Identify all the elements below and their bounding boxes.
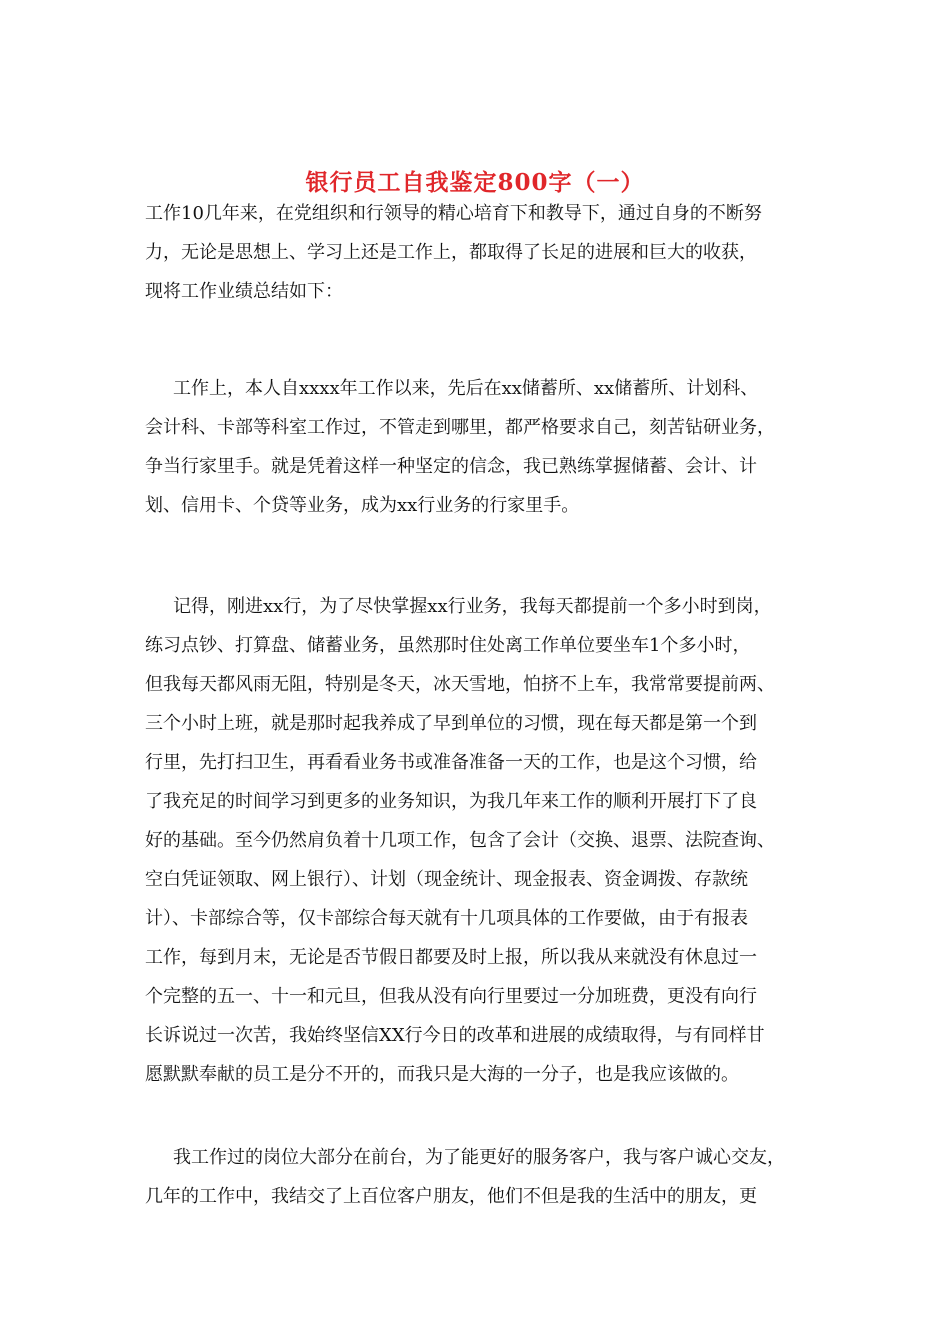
paragraph-line: 但我每天都风雨无阻，特别是冬天，冰天雪地，怕挤不上车，我常常要提前两、	[145, 674, 775, 695]
paragraph-line: 工作10几年来，在党组织和行领导的精心培育下和教导下，通过自身的不断努	[145, 203, 762, 224]
paragraph-line: 三个小时上班，就是那时起我养成了早到单位的习惯，现在每天都是第一个到	[145, 713, 757, 734]
paragraph-line: 争当行家里手。就是凭着这样一种坚定的信念，我已熟练掌握储蓄、会计、计	[145, 456, 757, 477]
paragraph-line: 力，无论是思想上、学习上还是工作上，都取得了长足的进展和巨大的收获，	[145, 242, 757, 263]
paragraph-line: 工作上，本人自xxxx年工作以来，先后在xx储蓄所、xx储蓄所、计划科、	[173, 378, 759, 399]
paragraph-line: 好的基础。至今仍然肩负着十几项工作，包含了会计（交换、退票、法院查询、	[145, 830, 775, 851]
document-title: 银行员工自我鉴定800字（一）	[305, 169, 645, 197]
paragraph-line: 行里，先打扫卫生，再看看业务书或准备准备一天的工作，也是这个习惯，给	[145, 752, 757, 773]
paragraph-intro	[145, 194, 815, 311]
paragraph-line: 记得，刚进xx行，为了尽快掌握xx行业务，我每天都提前一个多小时到岗，	[173, 596, 772, 617]
paragraph-line: 现将工作业绩总结如下：	[145, 281, 343, 302]
paragraph-line: 练习点钞、打算盘、储蓄业务，虽然那时住处离工作单位要坐车1个多小时，	[145, 635, 751, 656]
paragraph-line: 几年的工作中，我结交了上百位客户朋友，他们不但是我的生活中的朋友，更	[145, 1186, 757, 1207]
paragraph-line: 长诉说过一次苦，我始终坚信XX行今日的改革和进展的成绩取得，与有同样甘	[145, 1025, 765, 1046]
paragraph-line: 工作，每到月末，无论是否节假日都要及时上报，所以我从来就没有休息过一	[145, 947, 757, 968]
paragraph-customers	[145, 1138, 815, 1216]
paragraph-line: 空白凭证领取、网上银行）、计划（现金统计、现金报表、资金调拨、存款统	[145, 869, 748, 890]
paragraph-line: 划、信用卡、个贷等业务，成为xx行业务的行家里手。	[145, 495, 580, 516]
paragraph-line: 会计科、卡部等科室工作过，不管走到哪里，都严格要求自己，刻苦钻研业务，	[145, 417, 775, 438]
paragraph-line: 愿默默奉献的员工是分不开的，而我只是大海的一分子，也是我应该做的。	[145, 1064, 739, 1085]
paragraph-line: 计）、卡部综合等，仅卡部综合每天就有十几项具体的工作要做，由于有报表	[145, 908, 748, 929]
paragraph-line: 我工作过的岗位大部分在前台，为了能更好的服务客户，我与客户诚心交友，	[173, 1147, 785, 1168]
paragraph-line: 了我充足的时间学习到更多的业务知识，为我几年来工作的顺利开展打下了良	[145, 791, 757, 812]
paragraph-work	[145, 369, 815, 525]
paragraph-memory	[145, 587, 815, 1094]
paragraph-line: 个完整的五一、十一和元旦，但我从没有向行里要过一分加班费，更没有向行	[145, 986, 757, 1007]
